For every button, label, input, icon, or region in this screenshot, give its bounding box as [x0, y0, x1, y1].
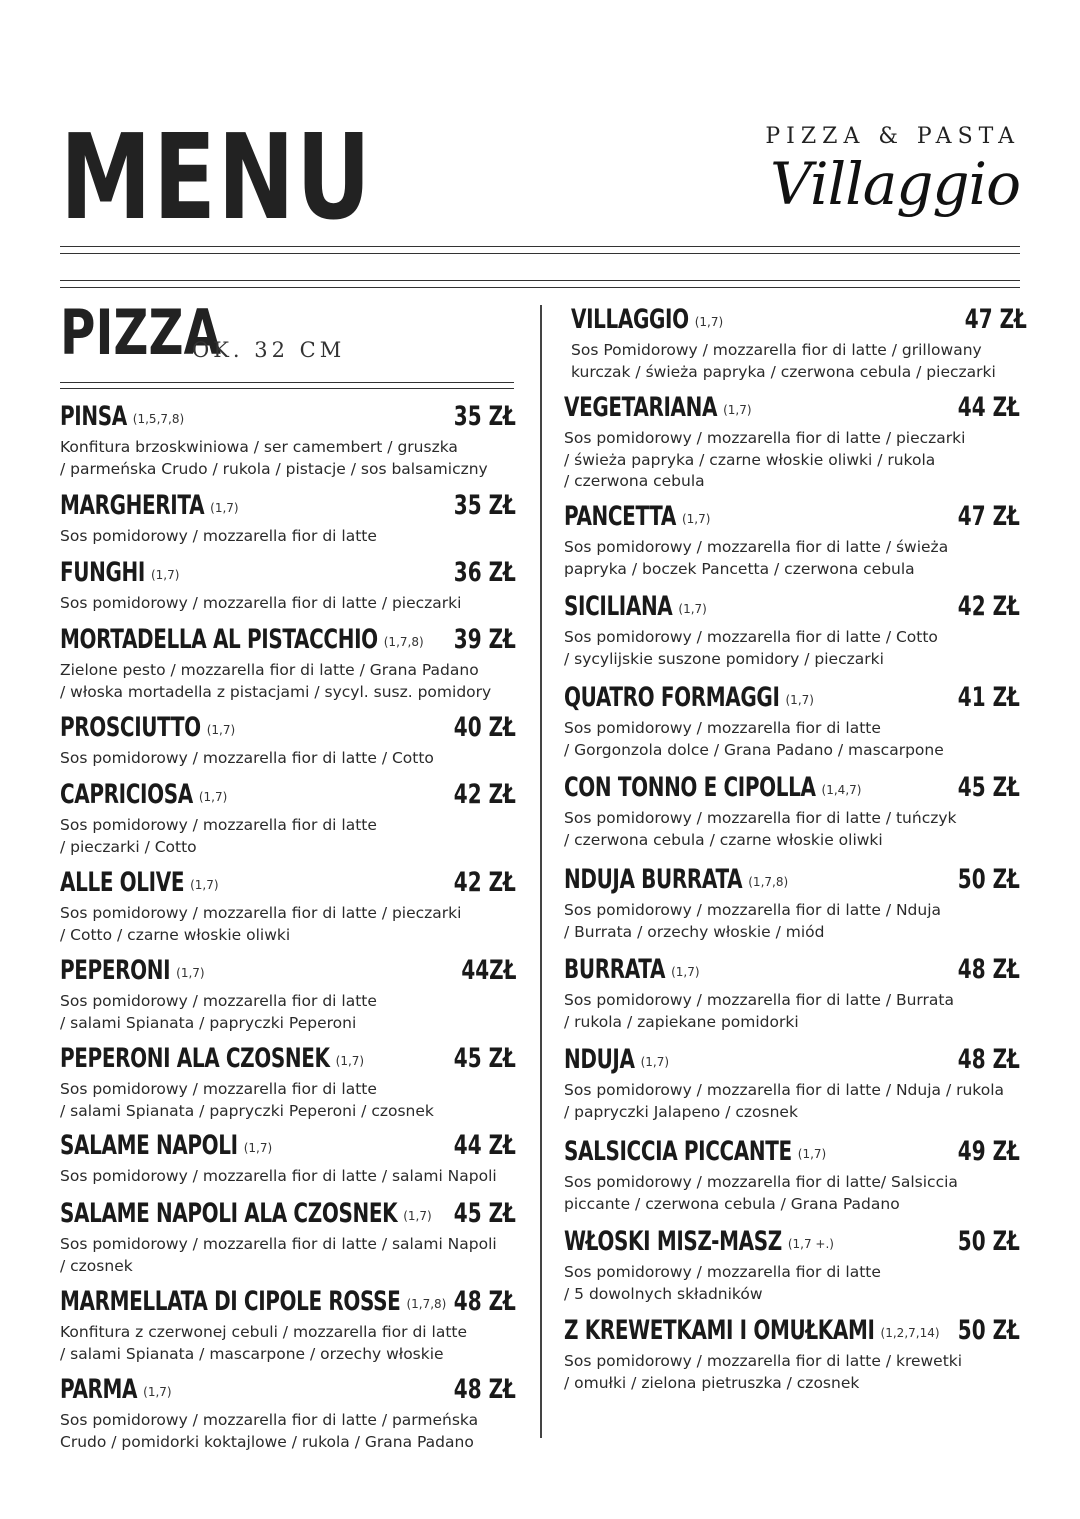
- menu-item-price: 47 ZŁ: [964, 304, 1027, 335]
- menu-item-description-line: / włoska mortadella z pistacjami / sycyl. susz. pomidory: [60, 682, 492, 701]
- menu-item-allergens: (1,7): [206, 723, 236, 737]
- menu-item-description-line: / czerwona cebula / czarne włoskie oliwki: [564, 830, 883, 849]
- menu-item-description: [60, 593, 516, 615]
- menu-item-header: [564, 684, 1020, 712]
- menu-item-name: SALAME NAPOLI ALA CZOSNEK: [60, 1198, 398, 1229]
- menu-item: [60, 1288, 516, 1365]
- menu-item-price: 49 ZŁ: [957, 1136, 1020, 1167]
- menu-item-name: PEPERONI ALA CZOSNEK: [60, 1043, 330, 1074]
- menu-item-description-line: Sos pomidorowy / mozzarella fior di latte: [60, 992, 377, 1010]
- menu-item-name: FUNGHI: [60, 557, 145, 588]
- menu-item-name: PARMA: [60, 1374, 138, 1405]
- menu-item: [60, 781, 516, 858]
- menu-item-description-line: piccante / czerwona cebula / Grana Padano: [564, 1194, 900, 1213]
- menu-item-header: [564, 956, 1020, 984]
- menu-item-name: SICILIANA: [564, 591, 673, 622]
- menu-item-allergens: (1,7): [198, 790, 228, 804]
- menu-item-description-line: / czerwona cebula: [564, 472, 705, 490]
- header-rule-top: [60, 246, 1020, 247]
- menu-item-allergens: (1,7,8): [748, 875, 789, 889]
- menu-item-description-line: / omułki / zielona pietruszka / czosnek: [564, 1373, 860, 1392]
- menu-item: [60, 559, 516, 615]
- menu-item-price: 48 ZŁ: [453, 1374, 516, 1405]
- menu-item-price: 45 ZŁ: [453, 1043, 516, 1074]
- menu-item-description: [60, 991, 516, 1034]
- menu-item-header: [564, 1228, 1020, 1256]
- menu-item: [60, 626, 516, 703]
- menu-item-price: 50 ZŁ: [957, 1315, 1020, 1346]
- menu-item-price: 42 ZŁ: [453, 867, 516, 898]
- menu-item-price: 41 ZŁ: [957, 682, 1020, 713]
- menu-item-description-line: papryka / boczek Pancetta / czerwona cebula: [564, 559, 915, 578]
- menu-item-allergens: (1,7): [143, 1385, 172, 1399]
- menu-item-description-line: Sos pomidorowy / mozzarella fior di latte / salami Napoli: [60, 1167, 497, 1185]
- menu-item-header: [60, 1132, 516, 1160]
- menu-item-description: [571, 340, 1027, 383]
- menu-item-allergens: (1,7): [190, 878, 219, 892]
- menu-item-description-line: Sos pomidorowy / mozzarella fior di latte / pieczarki: [60, 904, 462, 922]
- menu-item-price: 48 ZŁ: [957, 1044, 1020, 1075]
- section-size: OK. 32 CM: [192, 338, 346, 362]
- menu-item-description-line: Sos pomidorowy / mozzarella fior di latte: [60, 1080, 377, 1098]
- menu-item-price: 45 ZŁ: [453, 1198, 516, 1229]
- menu-item-price: 50 ZŁ: [957, 864, 1020, 895]
- section-title: PIZZA: [60, 296, 221, 369]
- menu-item-allergens: (1,7): [723, 403, 752, 417]
- menu-item-allergens: (1,7): [210, 501, 239, 515]
- menu-item-header: [60, 957, 516, 985]
- menu-item-header: [60, 1288, 516, 1316]
- menu-item-allergens: (1,7): [678, 602, 707, 616]
- section-rule-2: [60, 388, 514, 389]
- menu-item-description-line: Sos pomidorowy / mozzarella fior di latte: [60, 816, 377, 834]
- menu-item-allergens: (1,7): [335, 1054, 365, 1068]
- menu-item-description-line: Sos pomidorowy / mozzarella fior di latte: [564, 1263, 881, 1281]
- menu-item: [564, 503, 1020, 580]
- menu-item: [564, 1046, 1020, 1123]
- menu-item: [564, 684, 1020, 761]
- menu-item-allergens: (1,2,7,14): [880, 1326, 940, 1340]
- menu-item-description-line: / salami Spianata / mascarpone / orzechy włoskie: [60, 1344, 444, 1363]
- menu-item-description: [564, 900, 1020, 943]
- menu-item-description-line: kurczak / świeża papryka / czerwona cebula / pieczarki: [571, 362, 996, 381]
- menu-item-header: [60, 1045, 516, 1073]
- menu-item-name: CON TONNO E CIPOLLA: [564, 772, 816, 803]
- menu-item-header: [564, 1138, 1020, 1166]
- menu-item-description-line: Sos pomidorowy / mozzarella fior di latte / Burrata: [564, 991, 954, 1009]
- menu-item-price: 42 ZŁ: [453, 779, 516, 810]
- menu-item: [60, 869, 516, 946]
- menu-item-price: 44ZŁ: [460, 955, 516, 986]
- menu-item-description-line: Sos pomidorowy / mozzarella fior di latte / Cotto: [564, 628, 938, 646]
- menu-item-price: 50 ZŁ: [957, 1226, 1020, 1257]
- menu-item-description-line: Sos pomidorowy / mozzarella fior di latte: [564, 719, 881, 737]
- menu-item-name: ALLE OLIVE: [60, 867, 185, 898]
- menu-item-name: NDUJA: [564, 1044, 635, 1075]
- menu-item-header: [564, 774, 1020, 802]
- menu-item-description: [564, 718, 1020, 761]
- menu-item-price: 35 ZŁ: [453, 490, 516, 521]
- menu-item: [564, 1228, 1020, 1305]
- menu-item-header: [60, 626, 516, 654]
- menu-item: [564, 1317, 1020, 1394]
- menu-item-description-line: Sos Pomidorowy / mozzarella fior di latte / grillowany: [571, 341, 982, 359]
- menu-item-name: NDUJA BURRATA: [564, 864, 743, 895]
- menu-item-description: [60, 903, 516, 946]
- section-rule: [60, 382, 514, 383]
- menu-item-header: [564, 1317, 1020, 1345]
- menu-item-description: [564, 1262, 1020, 1305]
- menu-item-description: [60, 526, 516, 548]
- menu-item: [571, 306, 1027, 383]
- menu-item-header: [60, 869, 516, 897]
- menu-item-description-line: / salami Spianata / papryczki Peperoni / czosnek: [60, 1101, 434, 1120]
- menu-item-price: 40 ZŁ: [453, 712, 516, 743]
- menu-item-description: [564, 537, 1020, 580]
- menu-item-description-line: Konfitura brzoskwiniowa / ser camembert / gruszka: [60, 438, 458, 456]
- menu-item: [564, 394, 1020, 493]
- menu-item-header: [60, 492, 516, 520]
- menu-item-allergens: (1,4,7): [821, 783, 862, 797]
- menu-item: [60, 957, 516, 1034]
- menu-item-allergens: (1,7): [403, 1209, 432, 1223]
- menu-item: [564, 593, 1020, 670]
- menu-item-price: 47 ZŁ: [957, 501, 1020, 532]
- menu-item-allergens: (1,7): [797, 1147, 827, 1161]
- menu-item-allergens: (1,7): [176, 966, 205, 980]
- menu-item: [564, 774, 1020, 851]
- menu-item-name: PINSA: [60, 401, 127, 432]
- menu-item-description-line: Sos pomidorowy / mozzarella fior di latte / pieczarki: [60, 594, 462, 612]
- menu-item-header: [60, 1376, 516, 1404]
- menu-item-description-line: / Gorgonzola dolce / Grana Padano / mascarpone: [564, 740, 944, 759]
- menu-item-name: BURRATA: [564, 954, 666, 985]
- menu-item-header: [60, 714, 516, 742]
- menu-item-description-line: / pieczarki / Cotto: [60, 837, 197, 856]
- menu-item-price: 39 ZŁ: [453, 624, 516, 655]
- menu-item-name: WŁOSKI MISZ-MASZ: [564, 1226, 782, 1257]
- menu-item-description-line: Sos pomidorowy / mozzarella fior di latte / krewetki: [564, 1352, 963, 1370]
- menu-item-header: [564, 1046, 1020, 1074]
- menu-item-header: [60, 559, 516, 587]
- menu-item-header: [564, 593, 1020, 621]
- menu-item-price: 44 ZŁ: [957, 392, 1020, 423]
- menu-title: MENU: [60, 108, 373, 246]
- menu-item-description-line: Crudo / pomidorki koktajlowe / rukola / Grana Padano: [60, 1432, 474, 1451]
- menu-item-description: [564, 428, 1020, 493]
- menu-item-name: Z KREWETKAMI I OMUŁKAMI: [564, 1315, 875, 1346]
- header-rule-bottom: [60, 280, 1020, 281]
- menu-item-allergens: (1,7): [671, 965, 700, 979]
- menu-item-description-line: Sos pomidorowy / mozzarella fior di latte / Cotto: [60, 749, 434, 767]
- menu-item-description-line: / czosnek: [60, 1256, 133, 1275]
- menu-item-header: [564, 503, 1020, 531]
- menu-item: [564, 866, 1020, 943]
- menu-item-name: PANCETTA: [564, 501, 676, 532]
- menu-item-name: MARGHERITA: [60, 490, 205, 521]
- menu-item: [60, 1045, 516, 1122]
- column-divider: [540, 305, 542, 1438]
- menu-item-description: [564, 1351, 1020, 1394]
- menu-item-description-line: / papryczki Jalapeno / czosnek: [564, 1102, 798, 1121]
- menu-item-name: PEPERONI: [60, 955, 171, 986]
- menu-item-description-line: Sos pomidorowy / mozzarella fior di latte / Nduja: [564, 901, 942, 919]
- menu-item-name: PROSCIUTTO: [60, 712, 201, 743]
- menu-item-description: [60, 1234, 516, 1277]
- menu-item-description: [60, 815, 516, 858]
- menu-item-description: [60, 1166, 516, 1188]
- menu-item-description-line: / 5 dowolnych składników: [564, 1284, 763, 1303]
- menu-item: [60, 403, 516, 480]
- menu-item-description-line: / parmeńska Crudo / rukola / pistacje / sos balsamiczny: [60, 459, 488, 478]
- menu-item-price: 36 ZŁ: [453, 557, 516, 588]
- menu-item: [564, 956, 1020, 1033]
- menu-item-price: 48 ZŁ: [453, 1286, 516, 1317]
- menu-item-allergens: (1,7): [785, 693, 814, 707]
- menu-item-description-line: / świeża papryka / czarne włoskie oliwki / rukola: [564, 450, 936, 469]
- menu-item-allergens: (1,7,8): [406, 1297, 447, 1311]
- menu-item-description: [60, 1322, 516, 1365]
- menu-item-name: VILLAGGIO: [571, 304, 689, 335]
- menu-item-name: QUATRO FORMAGGI: [564, 682, 780, 713]
- menu-item-allergens: (1,7): [694, 315, 724, 329]
- menu-item-header: [571, 306, 1027, 334]
- menu-item-description-line: / salami Spianata / papryczki Peperoni: [60, 1013, 357, 1032]
- menu-item-allergens: (1,7): [150, 568, 180, 582]
- menu-item-description: [564, 1080, 1020, 1123]
- menu-item-description: [60, 1079, 516, 1122]
- menu-item-description-line: Zielone pesto / mozzarella fior di latte / Grana Padano: [60, 661, 479, 679]
- menu-item-name: CAPRICIOSA: [60, 779, 193, 810]
- header-rule-bottom-2: [60, 287, 1020, 288]
- menu-item-description-line: / Cotto / czarne włoskie oliwki: [60, 925, 291, 944]
- menu-item-description-line: Sos pomidorowy / mozzarella fior di latte / salami Napoli: [60, 1235, 497, 1253]
- menu-item-description: [60, 748, 516, 770]
- menu-item-allergens: (1,7,8): [383, 635, 424, 649]
- menu-item-price: 42 ZŁ: [957, 591, 1020, 622]
- header-rule-top-2: [60, 253, 1020, 254]
- menu-item-description-line: Sos pomidorowy / mozzarella fior di latte/ Salsiccia: [564, 1173, 958, 1191]
- menu-item-header: [564, 866, 1020, 894]
- menu-item-name: SALSICCIA PICCANTE: [564, 1136, 792, 1167]
- menu-item: [564, 1138, 1020, 1215]
- menu-item-name: SALAME NAPOLI: [60, 1130, 238, 1161]
- menu-item-price: 35 ZŁ: [453, 401, 516, 432]
- menu-item-allergens: (1,7): [243, 1141, 273, 1155]
- menu-item-description: [564, 627, 1020, 670]
- menu-item: [60, 492, 516, 548]
- menu-item-description-line: / sycylijskie suszone pomidory / pieczarki: [564, 649, 884, 668]
- menu-item-name: MORTADELLA AL PISTACCHIO: [60, 624, 378, 655]
- menu-item-description-line: Sos pomidorowy / mozzarella fior di latte / Nduja / rukola: [564, 1081, 1005, 1099]
- menu-item-description: [60, 437, 516, 480]
- menu-item-description-line: Sos pomidorowy / mozzarella fior di latte: [60, 527, 377, 545]
- menu-item-description-line: / rukola / zapiekane pomidorki: [564, 1012, 799, 1031]
- menu-item-header: [60, 403, 516, 431]
- menu-item: [60, 714, 516, 770]
- menu-item-description-line: Konfitura z czerwonej cebuli / mozzarella fior di latte: [60, 1323, 468, 1341]
- menu-item-description-line: Sos pomidorowy / mozzarella fior di latte / tuńczyk: [564, 809, 957, 827]
- menu-item-description-line: Sos pomidorowy / mozzarella fior di latte / pieczarki: [564, 429, 966, 447]
- menu-item-price: 44 ZŁ: [453, 1130, 516, 1161]
- menu-item-description: [564, 808, 1020, 851]
- menu-item-header: [564, 394, 1020, 422]
- menu-item-description-line: Sos pomidorowy / mozzarella fior di latte / parmeńska: [60, 1411, 479, 1429]
- menu-item-price: 48 ZŁ: [957, 954, 1020, 985]
- menu-item-name: VEGETARIANA: [564, 392, 718, 423]
- menu-item-description: [60, 660, 516, 703]
- menu-item: [60, 1132, 516, 1188]
- brand-logo: Villaggio: [770, 150, 1020, 218]
- menu-item-description: [60, 1410, 516, 1453]
- menu-item-description: [564, 990, 1020, 1033]
- brand-subtitle: PIZZA & PASTA: [765, 124, 1020, 149]
- menu-item-description-line: / Burrata / orzechy włoskie / miód: [564, 922, 825, 941]
- menu-item-header: [60, 781, 516, 809]
- menu-item-name: MARMELLATA DI CIPOLE ROSSE: [60, 1286, 401, 1317]
- menu-item-allergens: (1,7): [640, 1055, 670, 1069]
- menu-item-price: 45 ZŁ: [957, 772, 1020, 803]
- menu-item: [60, 1200, 516, 1277]
- menu-item-allergens: (1,7 +.): [787, 1237, 834, 1251]
- menu-item-allergens: (1,5,7,8): [132, 412, 185, 426]
- menu-item-allergens: (1,7): [681, 512, 711, 526]
- menu-item-header: [60, 1200, 516, 1228]
- menu-item: [60, 1376, 516, 1453]
- menu-item-description-line: Sos pomidorowy / mozzarella fior di latte / świeża: [564, 538, 949, 556]
- menu-item-description: [564, 1172, 1020, 1215]
